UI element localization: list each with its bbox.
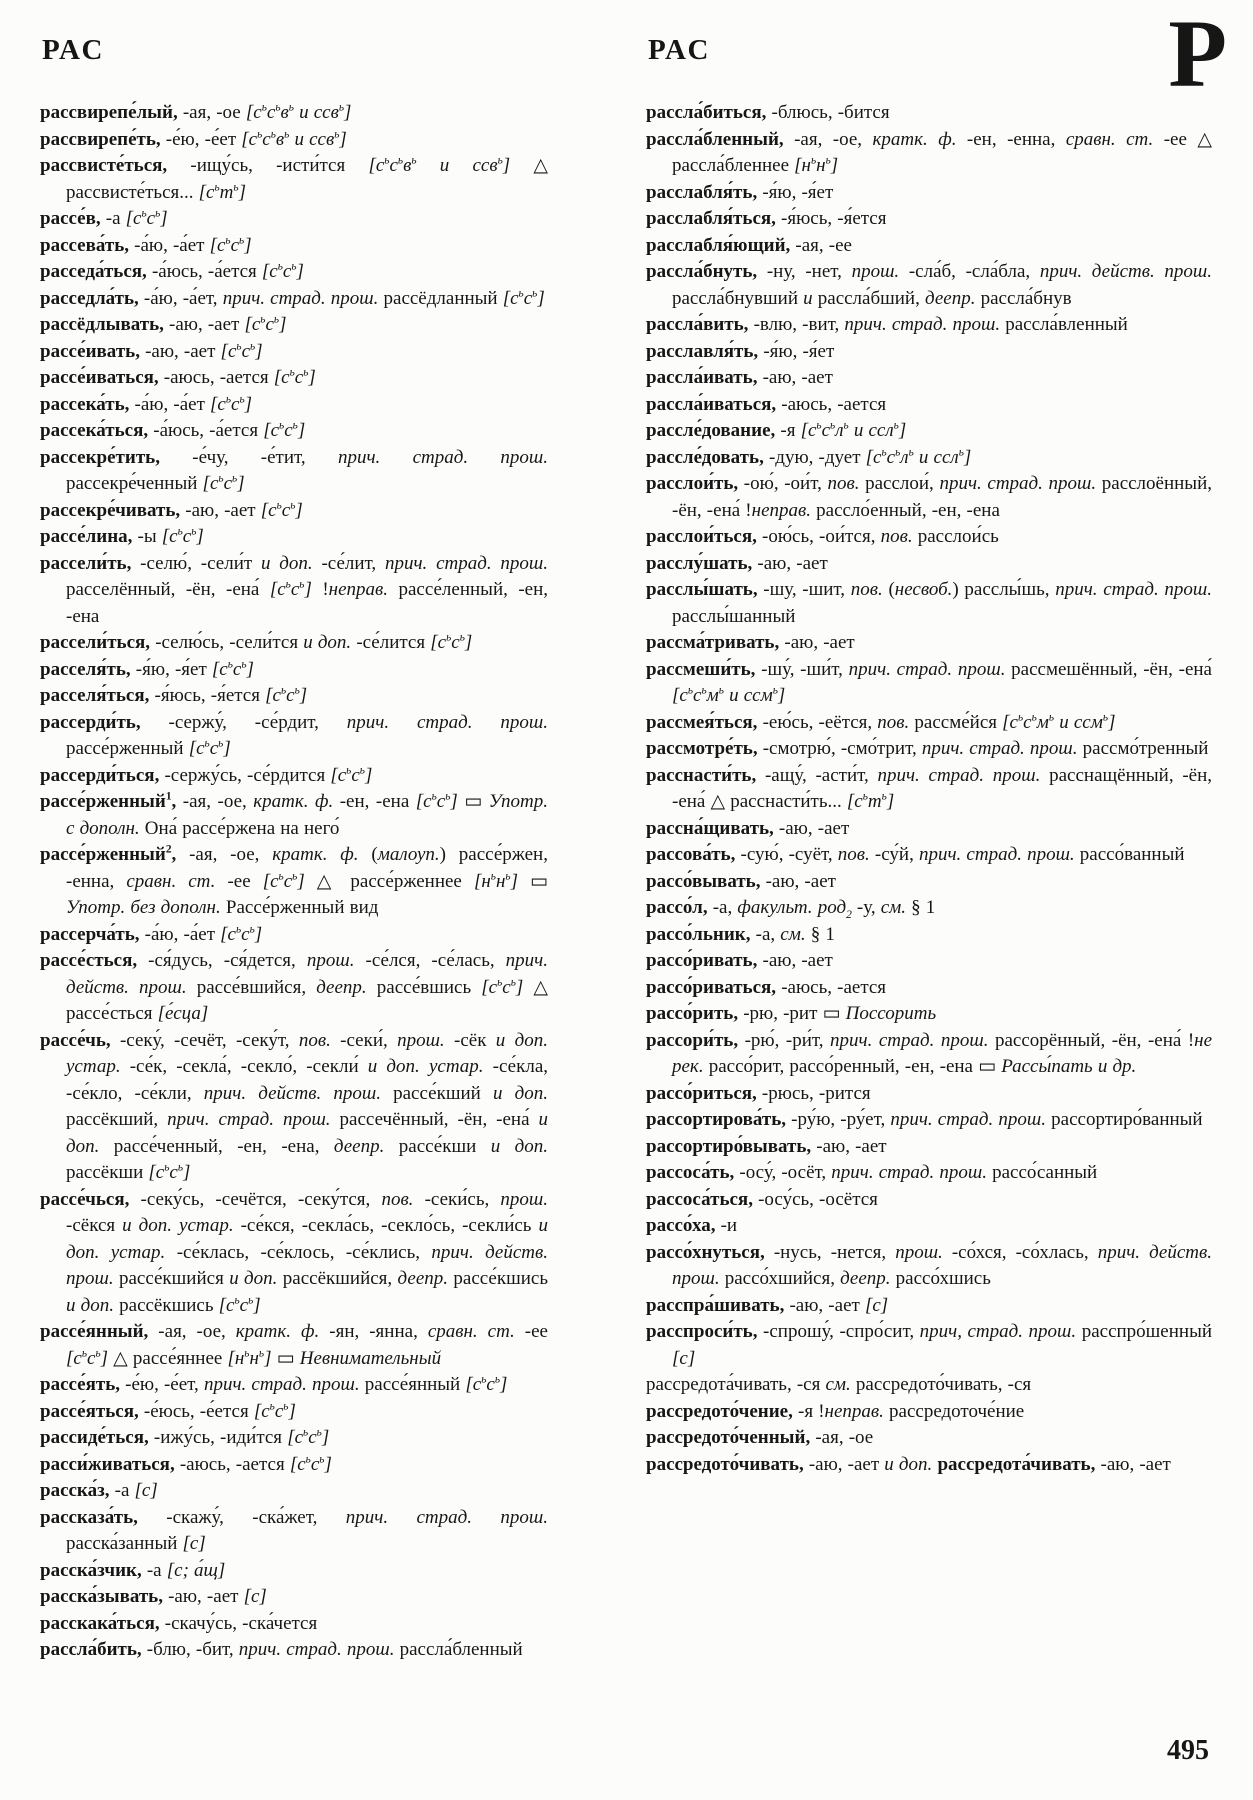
dictionary-entry: рассказа́ть, -скажу́, -ска́жет, прич. страд. прош. расска́занный [с]	[40, 1506, 548, 1554]
dictionary-entry: рассредото́ченный, -ая, -ое	[646, 1427, 874, 1448]
dictionary-entry: рассека́ть, -а́ю, -а́ет $[с^ьс^ь]$	[40, 393, 253, 415]
dictionary-entry: расседа́ться, -а́юсь, -а́ется $[с^ьс^ь]$	[40, 260, 304, 282]
dictionary-entry: расслы́шать, -шу, -шит, пов. (несвоб.) расслы́шь, прич. страд. прош. расслы́шанный	[646, 579, 1212, 627]
dictionary-entry: рассла́ивать, -аю, -ает	[646, 367, 833, 388]
dictionary-entry: расска́зывать, -аю, -ает [с]	[40, 1586, 267, 1607]
dictionary-entry: рассоса́ть, -осу́, -осёт, прич. страд. прош. рассо́санный	[646, 1162, 1098, 1183]
dictionary-entry: рассо́вывать, -аю, -ает	[646, 870, 836, 892]
dictionary-entry: рассмотре́ть, -смотрю́, -смо́трит, прич. страд. прош. рассмо́тренный	[646, 738, 1209, 759]
dictionary-entry: рассла́бнуть, -ну, -нет, прош. -сла́б, -сла́бла, прич. действ. прош. рассла́бнувший и рассла́бший, деепр. рассла́бнув	[646, 261, 1212, 309]
dictionary-entry: рассева́ть, -а́ю, -а́ет $[с^ьс^ь]$	[40, 234, 252, 256]
dictionary-entry: рассредото́чивать, -аю, -ает и доп. рассредота́чивать, -аю, -ает	[646, 1453, 1171, 1475]
dictionary-entry: рассе́в, -а $[с^ьс^ь]$	[40, 207, 168, 229]
dictionary-entry: расскака́ться, -скачу́сь, -ска́чется	[40, 1612, 318, 1634]
dictionary-entry: рассла́бленный, -ая, -ое, кратк. ф. -ен, -енна, сравн. ст. -ее △ рассла́бленнее $[н^ьн^ь]$	[646, 128, 1212, 176]
dictionary-entry: рассортирова́ть, -ру́ю, -ру́ет, прич. страд. прош. рассортиро́ванный	[646, 1109, 1203, 1130]
dictionary-entry: рассла́вить, -влю, -вит, прич. страд. прош. рассла́вленный	[646, 314, 1128, 335]
dictionary-entry: рассе́чься, -секу́сь, -сечётся, -секу́тся, пов. -секи́сь, прош. -сёкся и доп. устар. -се́кся, -секла́сь, -секло́сь, -секли́сь и доп. устар. -се́клась, -се́клось, -се́клись, прич. действ. прош. рассе́кшийся и доп. рассёкшийся, деепр. рассе́кшись и доп. рассёкшись $[с^ьс^ь]$	[40, 1188, 549, 1316]
dictionary-entry: рассо́риться, -рюсь, -рится	[646, 1082, 871, 1104]
dictionary-entry: рассо́л, -а, факульт. род$_2$ -у, см. § 1	[646, 897, 936, 921]
dictionary-entry: рассо́рить, -рю, -рит ▭ Поссорить	[646, 1003, 937, 1024]
dictionary-entry: рассе́яться, -е́юсь, -е́ется $[с^ьс^ь]$	[40, 1400, 296, 1422]
dictionary-entry: рассредота́чивать, -ся см. рассредото́чивать, -ся	[646, 1374, 1032, 1395]
running-head-right-column: РАС	[648, 34, 712, 66]
dictionary-entry: расска́зчик, -а [с; а́щ]	[40, 1559, 226, 1581]
page-number: 495	[1167, 1735, 1209, 1766]
column-left	[40, 100, 548, 1664]
dictionary-entry: расселя́ть, -я́ю, -я́ет $[с^ьс^ь]$	[40, 658, 254, 680]
dictionary-entry: рассла́бить, -блю, -бит, прич. страд. прош. рассла́бленный	[40, 1639, 523, 1660]
dictionary-entry: рассе́чь, -секу́, -сечёт, -секу́т, пов. -секи́, прош. -сёк и доп. устар. -се́к, -секла́, -секло́, -секли́ и доп. устар. -се́кла, -се́кло, -се́кли, прич. действ. прош. рассе́кший и доп. рассёкший, прич. страд. прош. рассечённый, -ён, -ена́ и доп. рассе́ченный, -ен, -ена, деепр. рассе́кши и доп. рассёкши $[с^ьс^ь]$	[40, 1029, 549, 1183]
dictionary-entry: рассекре́тить, -е́чу, -е́тит, прич. страд. прош. рассекре́ченный $[с^ьс^ь]$	[40, 446, 548, 494]
dictionary-entry: рассерди́ться, -сержу́сь, -се́рдится $[с^ьс^ь]$	[40, 764, 373, 786]
dictionary-entry: расслабля́ть, -я́ю, -я́ет	[646, 181, 834, 203]
dictionary-entry: рассо́хнуться, -нусь, -нется, прош. -со́хся, -со́хлась, прич. действ. прош. рассо́хшийся, деепр. рассо́хшись	[646, 1241, 1213, 1289]
dictionary-entry: расселя́ться, -я́юсь, -я́ется $[с^ьс^ь]$	[40, 684, 308, 706]
dictionary-entry: рассе́иваться, -аюсь, -ается $[с^ьс^ь]$	[40, 366, 316, 388]
running-head-left: РАС	[42, 34, 106, 66]
dictionary-entry: расснасти́ть, -ащу́, -асти́т, прич. страд. прош. расснащённый, -ён, -ена́ △ расснасти́ть... $[с^ьт^ь]$	[646, 764, 1213, 812]
dictionary-entry: расспра́шивать, -аю, -ает [с]	[646, 1294, 889, 1316]
dictionary-entry: рассо́льник, -а, см. § 1	[646, 923, 835, 945]
dictionary-entry: рассредото́чение, -я !неправ. рассредоточе́ние	[646, 1400, 1025, 1422]
dictionary-entry: расслабля́ющий, -ая, -ее	[646, 234, 852, 256]
dictionary-entry: рассла́иваться, -аюсь, -ается	[646, 393, 887, 415]
dictionary-entry: рассе́рженный$^2$, -ая, -ое, кратк. ф. (малоуп.) рассе́ржен, -енна, сравн. ст. -ее $[с^ьс^ь]$ △ рассе́рженнее $[н^ьн^ь]$ ▭ Употр. без дополн. Рассе́рженный вид	[40, 843, 548, 918]
dictionary-entry: рассле́довать, -дую, -дует [$с^ьс^ьл^ь$ и ссл$^ь$]	[646, 446, 972, 468]
dictionary-entry: рассова́ть, -сую́, -суёт, пов. -су́й, прич. страд. прош. рассо́ванный	[646, 844, 1185, 865]
dictionary-entry: рассла́биться, -блюсь, -бится	[646, 102, 890, 123]
dictionary-entry: рассиде́ться, -ижу́сь, -иди́тся $[с^ьс^ь]$	[40, 1426, 330, 1448]
dictionary-entry: рассерди́ть, -сержу́, -се́рдит, прич. страд. прош. рассе́рженный $[с^ьс^ь]$	[40, 711, 548, 759]
dictionary-entry: рассёдлывать, -аю, -ает $[с^ьс^ь]$	[40, 313, 287, 335]
dictionary-entry: рассортиро́вывать, -аю, -ает	[646, 1135, 887, 1157]
dictionary-entry: расслои́ться, -ою́сь, -ои́тся, пов. расслои́сь	[646, 526, 999, 547]
dictionary-entry: расседла́ть, -а́ю, -а́ет, прич. страд. прош. рассёдланный $[с^ьс^ь]$	[40, 287, 545, 309]
dictionary-entry: расслои́ть, -ою́, -ои́т, пов. расслои́, прич. страд. прош. расслоённый, -ён, -ена́ !неправ. рассло́енный, -ен, -ена	[646, 473, 1212, 521]
dictionary-entry: рассека́ться, -а́юсь, -а́ется $[с^ьс^ь]$	[40, 419, 306, 441]
dictionary-entry: расславля́ть, -я́ю, -я́ет	[646, 340, 835, 362]
dictionary-entry: рассе́рженный$^1$, -ая, -ое, кратк. ф. -ен, -ена $[с^ьс^ь]$ ▭ Употр. с дополн. Она́ рассе́ржена на него́	[40, 790, 548, 839]
dictionary-entry: рассвирепе́ть, -е́ю, -е́ет [$с^ьс^ьв^ь$ и ссв$^ь$]	[40, 128, 347, 150]
dictionary-entry: рассекре́чивать, -аю, -ает $[с^ьс^ь]$	[40, 499, 303, 521]
dictionary-entry: рассоса́ться, -осу́сь, -осётся	[646, 1188, 878, 1210]
dictionary-entry: рассе́ивать, -аю, -ает $[с^ьс^ь]$	[40, 340, 263, 362]
dictionary-entry: рассели́ть, -селю́, -сели́т и доп. -се́лит, прич. страд. прош. расселённый, -ён, -ена́ $[с^ьс^ь]$ !неправ. рассе́ленный, -ен, -ена	[40, 552, 549, 627]
dictionary-entry: расска́з, -а [с]	[40, 1480, 158, 1501]
dictionary-entry: рассма́тривать, -аю, -ает	[646, 632, 855, 653]
dictionary-entry: рассле́дование, -я [$с^ьс^ьл^ь$ и ссл$^ь$]	[646, 419, 907, 441]
dictionary-entry: рассе́янный, -ая, -ое, кратк. ф. -ян, -янна, сравн. ст. -ее $[с^ьс^ь]$ △ рассе́яннее $[н^ьн^ь]$ ▭ Невнимательный	[40, 1321, 548, 1369]
dictionary-entry: расси́живаться, -аюсь, -ается $[с^ьс^ь]$	[40, 1453, 332, 1475]
dictionary-entry: расслу́шать, -аю, -ает	[646, 552, 828, 574]
dictionary-entry: рассмея́ться, -ею́сь, -еётся, пов. рассме́йся [$с^ьс^ьм^ь$ и ссм$^ь$]	[646, 711, 1116, 733]
dictionary-entry: рассвирепе́лый, -ая, -ое [$с^ьс^ьв^ь$ и ссв$^ь$]	[40, 101, 352, 123]
column-right	[646, 100, 1212, 1478]
dictionary-entry: рассо́риваться, -аюсь, -ается	[646, 976, 887, 998]
dictionary-entry: расслабля́ться, -я́юсь, -я́ется	[646, 208, 887, 229]
dictionary-entry: рассели́ться, -селю́сь, -сели́тся и доп. -се́лится $[с^ьс^ь]$	[40, 631, 473, 653]
dictionary-entry: рассвисте́ться, -ищу́сь, -исти́тся [$с^ьс^ьв^ь$ и ссв$^ь$] △ рассвисте́ться... $[с^ьт^ь]$	[40, 154, 549, 203]
dictionary-entry: рассерча́ть, -а́ю, -а́ет $[с^ьс^ь]$	[40, 923, 263, 945]
section-letter: Р	[1168, 0, 1227, 107]
dictionary-entry: рассмеши́ть, -шу́, -ши́т, прич. страд. прош. рассмешённый, -ён, -ена́ [$с^ьс^ьм^ь$ и ссм$^ь$]	[646, 658, 1212, 706]
dictionary-entry: рассе́сться, -ся́дусь, -ся́дется, прош. -се́лся, -се́лась, прич. действ. прош. рассе́вшийся, деепр. рассе́вшись $[с^ьс^ь]$ △ рассе́сться [е́сца]	[40, 950, 549, 1024]
dictionary-entry: рассо́ха, -и	[646, 1215, 738, 1236]
dictionary-entry: рассна́щивать, -аю, -ает	[646, 817, 850, 839]
dictionary-entry: рассо́ривать, -аю, -ает	[646, 950, 833, 971]
dictionary-entry: рассе́ять, -е́ю, -е́ет, прич. страд. прош. рассе́янный $[с^ьс^ь]$	[40, 1373, 508, 1395]
dictionary-entry: рассори́ть, -рю́, -ри́т, прич. страд. прош. рассорённый, -ён, -ена́ !не рек. рассо́рит, рассо́ренный, -ен, -ена ▭ Рассы́пать и др.	[646, 1029, 1213, 1077]
dictionary-entry: расспроси́ть, -спрошу́, -спро́сит, прич, страд. прош. расспро́шенный [с]	[646, 1321, 1212, 1369]
dictionary-entry: рассе́лина, -ы $[с^ьс^ь]$	[40, 525, 204, 547]
